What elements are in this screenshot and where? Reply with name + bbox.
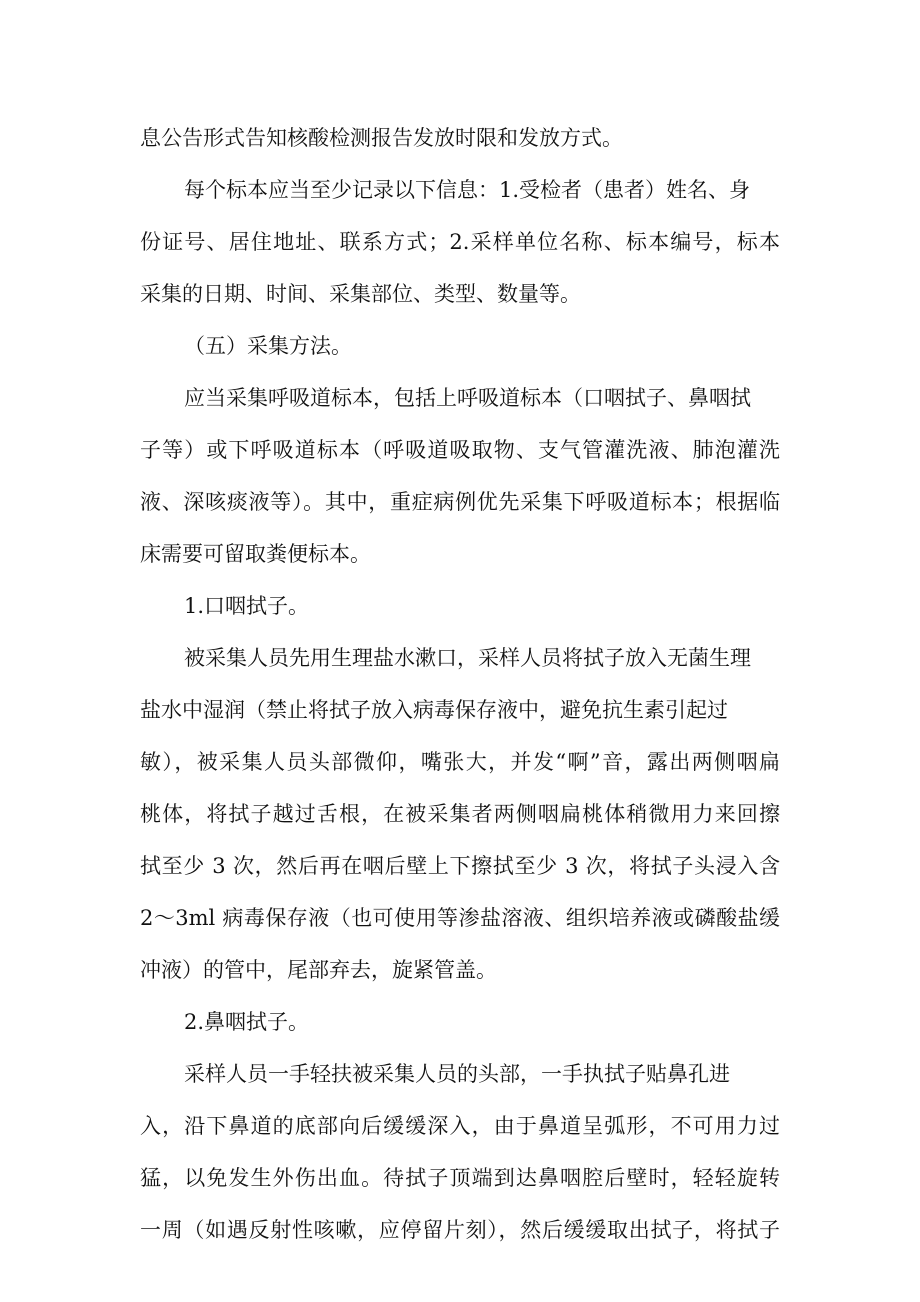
paragraph-first-line: 被采集人员先用生理盐水漱口，采样人员将拭子放入无菌生理	[184, 646, 751, 670]
document-body	[140, 112, 780, 1256]
paragraph-first-line: 采样人员一手轻扶被采集人员的头部，一手执拭子贴鼻孔进	[184, 1062, 730, 1086]
text-line: 桃体，将拭子越过舌根，在被采集者两侧咽扁桃体稍微用力来回擦	[140, 802, 780, 826]
text-line: 床需要可留取粪便标本。	[140, 542, 371, 566]
text-line: 息公告形式告知核酸检测报告发放时限和发放方式。	[140, 126, 623, 150]
text-line: 入，沿下鼻道的底部向后缓缓深入，由于鼻道呈弧形，不可用力过	[140, 1114, 780, 1138]
paragraph-first-line: 每个标本应当至少记录以下信息：1.受检者（患者）姓名、身	[184, 178, 751, 202]
text-line: 猛，以免发生外伤出血。待拭子顶端到达鼻咽腔后壁时，轻轻旋转	[140, 1166, 780, 1190]
text-line: 一周（如遇反射性咳嗽，应停留片刻），然后缓缓取出拭子，将拭子	[140, 1218, 780, 1242]
text-line: 子等）或下呼吸道标本（呼吸道吸取物、支气管灌洗液、肺泡灌洗	[140, 438, 780, 462]
text-line: 采集的日期、时间、采集部位、类型、数量等。	[140, 282, 581, 306]
text-line: 冲液）的管中，尾部弃去，旋紧管盖。	[140, 958, 497, 982]
text-line: 份证号、居住地址、联系方式；2.采样单位名称、标本编号，标本	[140, 230, 780, 254]
section-heading: （五）采集方法。	[184, 334, 352, 358]
subsection-heading: 2.鼻咽拭子。	[184, 1010, 310, 1034]
text-line: 敏），被采集人员头部微仰，嘴张大，并发“啊”音，露出两侧咽扁	[140, 750, 780, 774]
text-line: 液、深咳痰液等）。其中，重症病例优先采集下呼吸道标本；根据临	[140, 490, 780, 514]
text-line: 拭至少 3 次，然后再在咽后壁上下擦拭至少 3 次，将拭子头浸入含	[140, 854, 780, 878]
subsection-heading: 1.口咽拭子。	[184, 594, 310, 618]
text-line: 2～3ml 病毒保存液（也可使用等渗盐溶液、组织培养液或磷酸盐缓	[140, 906, 780, 930]
text-line: 盐水中湿润（禁止将拭子放入病毒保存液中，避免抗生素引起过	[140, 698, 728, 722]
paragraph-first-line: 应当采集呼吸道标本，包括上呼吸道标本（口咽拭子、鼻咽拭	[184, 386, 751, 410]
